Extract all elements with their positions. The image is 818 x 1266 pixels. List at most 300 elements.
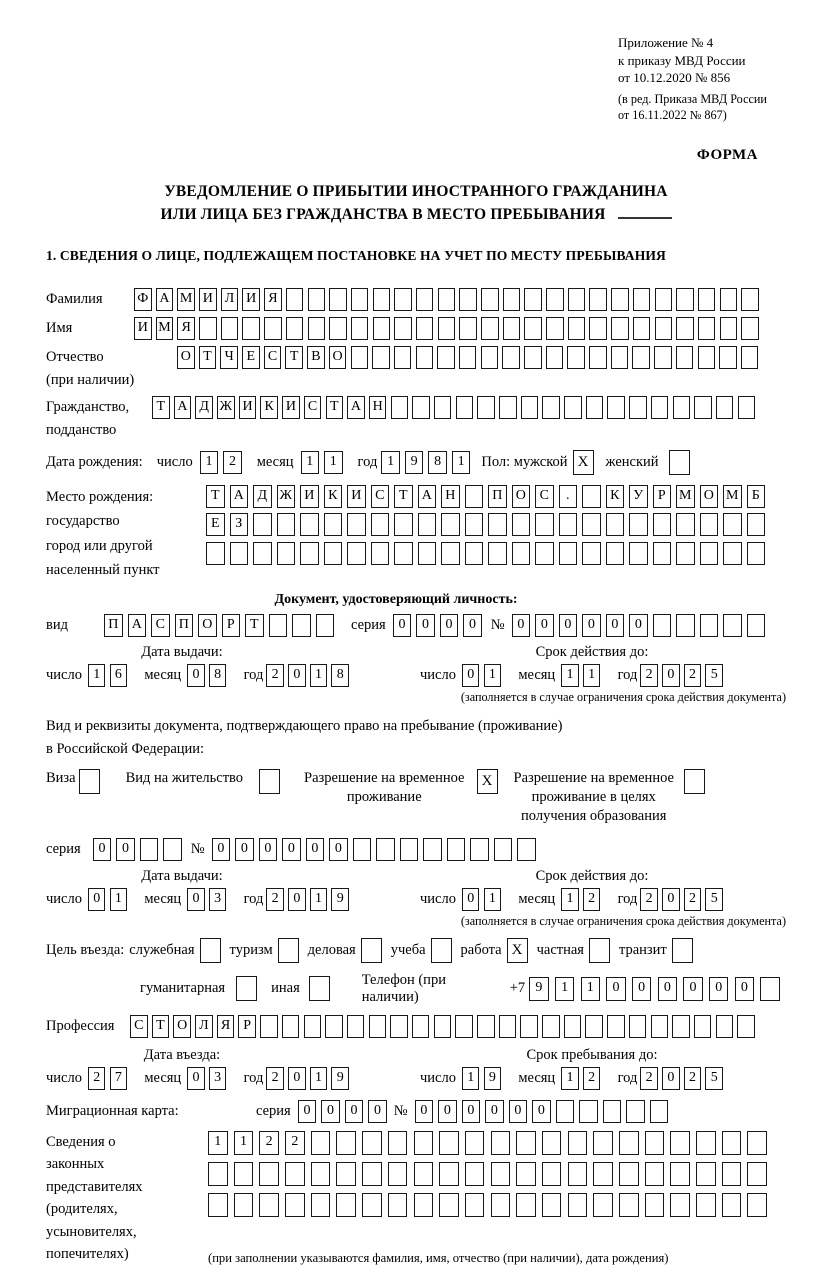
char-box[interactable] [394,542,413,565]
char-box[interactable]: А [418,485,437,508]
char-box[interactable] [700,513,719,536]
char-box[interactable] [438,288,456,311]
char-box[interactable] [747,614,766,637]
char-box[interactable] [582,485,601,508]
char-box[interactable] [589,346,607,369]
char-box[interactable] [394,346,412,369]
char-box[interactable] [723,513,742,536]
char-box[interactable] [696,1162,716,1186]
char-box[interactable]: 0 [535,614,554,637]
char-box[interactable] [373,317,391,340]
char-box[interactable]: 5 [705,1067,723,1090]
char-box[interactable] [722,1162,742,1186]
char-box[interactable] [606,542,625,565]
char-box[interactable] [465,513,484,536]
char-box[interactable] [564,396,582,419]
char-box[interactable] [259,1162,279,1186]
char-box[interactable] [372,346,390,369]
char-box[interactable]: З [230,513,249,536]
char-box[interactable] [459,317,477,340]
char-box[interactable] [390,1015,408,1038]
char-box[interactable] [481,346,499,369]
char-box[interactable]: 1 [301,451,320,474]
char-box[interactable]: 0 [259,838,278,861]
char-box[interactable] [499,396,517,419]
char-box[interactable] [414,1162,434,1186]
char-box[interactable] [589,317,607,340]
char-box[interactable] [400,838,419,861]
char-box[interactable]: Я [177,317,195,340]
char-box[interactable] [626,1100,645,1123]
char-box[interactable] [651,396,669,419]
char-box[interactable] [416,346,434,369]
char-box[interactable]: 0 [116,838,135,861]
char-box[interactable] [737,1015,755,1038]
char-box[interactable] [416,317,434,340]
char-box[interactable] [316,614,335,637]
char-box[interactable] [619,1162,639,1186]
char-box[interactable] [260,1015,278,1038]
char-box[interactable] [716,1015,734,1038]
char-box[interactable] [242,317,260,340]
char-box[interactable]: Ж [277,485,296,508]
char-box[interactable] [585,1015,603,1038]
char-box[interactable] [388,1162,408,1186]
char-box[interactable]: Ж [217,396,235,419]
char-box[interactable] [747,1162,767,1186]
char-box[interactable]: 0 [662,664,680,687]
char-box[interactable] [655,317,673,340]
char-box[interactable] [465,1193,485,1217]
char-box[interactable] [747,1131,767,1155]
char-box[interactable] [516,1131,536,1155]
char-box[interactable] [593,1193,613,1217]
char-box[interactable] [300,542,319,565]
char-box[interactable] [720,317,738,340]
char-box[interactable] [676,513,695,536]
purpose-study-checkbox[interactable] [431,938,452,963]
char-box[interactable] [655,288,673,311]
char-box[interactable]: И [300,485,319,508]
char-box[interactable] [499,1015,517,1038]
char-box[interactable]: О [700,485,719,508]
char-box[interactable] [373,288,391,311]
char-box[interactable]: 1 [484,664,502,687]
char-box[interactable] [694,1015,712,1038]
char-box[interactable]: 1 [324,451,343,474]
residence-permit-checkbox[interactable] [259,769,280,794]
char-box[interactable]: И [282,396,300,419]
char-box[interactable] [723,614,742,637]
char-box[interactable]: М [177,288,195,311]
char-box[interactable] [738,396,756,419]
char-box[interactable] [304,1015,322,1038]
char-box[interactable] [369,1015,387,1038]
char-box[interactable]: 1 [561,664,579,687]
char-box[interactable]: 1 [583,664,601,687]
char-box[interactable] [336,1193,356,1217]
char-box[interactable]: А [156,288,174,311]
char-box[interactable] [441,513,460,536]
char-box[interactable]: Б [747,485,766,508]
char-box[interactable]: 1 [581,977,601,1001]
char-box[interactable] [722,1131,742,1155]
char-box[interactable]: 2 [684,664,702,687]
char-box[interactable] [264,317,282,340]
char-box[interactable] [542,1162,562,1186]
char-box[interactable]: 0 [735,977,755,1001]
char-box[interactable] [503,317,521,340]
char-box[interactable] [325,1015,343,1038]
char-box[interactable] [470,838,489,861]
char-box[interactable]: 9 [331,888,349,911]
char-box[interactable] [535,542,554,565]
char-box[interactable] [720,288,738,311]
char-box[interactable]: Р [222,614,241,637]
char-box[interactable] [362,1193,382,1217]
char-box[interactable]: 0 [187,888,205,911]
char-box[interactable]: 0 [416,614,435,637]
char-box[interactable] [347,513,366,536]
char-box[interactable] [673,396,691,419]
char-box[interactable] [629,396,647,419]
char-box[interactable]: С [264,346,282,369]
char-box[interactable]: 0 [187,1067,205,1090]
char-box[interactable]: 0 [658,977,678,1001]
char-box[interactable]: С [151,614,170,637]
char-box[interactable] [412,1015,430,1038]
char-box[interactable] [311,1131,331,1155]
char-box[interactable] [259,1193,279,1217]
char-box[interactable] [719,346,737,369]
char-box[interactable] [629,542,648,565]
char-box[interactable]: 2 [640,664,658,687]
char-box[interactable]: К [260,396,278,419]
char-box[interactable] [521,396,539,419]
char-box[interactable]: Т [152,1015,170,1038]
char-box[interactable]: 5 [705,664,723,687]
char-box[interactable] [579,1100,598,1123]
char-box[interactable] [455,1015,473,1038]
char-box[interactable]: 0 [288,1067,306,1090]
temp-residence-edu-checkbox[interactable] [684,769,705,794]
char-box[interactable]: И [242,288,260,311]
char-box[interactable] [698,288,716,311]
char-box[interactable] [747,513,766,536]
char-box[interactable]: П [104,614,123,637]
char-box[interactable] [606,513,625,536]
char-box[interactable] [568,1131,588,1155]
char-box[interactable] [568,1193,588,1217]
char-box[interactable] [234,1193,254,1217]
char-box[interactable] [653,542,672,565]
char-box[interactable] [535,513,554,536]
char-box[interactable] [329,317,347,340]
purpose-other-checkbox[interactable] [309,976,330,1001]
char-box[interactable]: 2 [583,1067,601,1090]
char-box[interactable] [760,977,780,1001]
purpose-tourism-checkbox[interactable] [278,938,299,963]
char-box[interactable]: 0 [629,614,648,637]
char-box[interactable]: 2 [266,888,284,911]
char-box[interactable]: 2 [640,1067,658,1090]
char-box[interactable]: 1 [381,451,400,474]
char-box[interactable]: 0 [662,1067,680,1090]
purpose-humanitarian-checkbox[interactable] [236,976,257,1001]
purpose-official-checkbox[interactable] [200,938,221,963]
char-box[interactable] [292,614,311,637]
char-box[interactable]: 0 [235,838,254,861]
char-box[interactable]: У [629,485,648,508]
char-box[interactable]: Ч [220,346,238,369]
char-box[interactable] [645,1193,665,1217]
char-box[interactable] [391,396,409,419]
char-box[interactable] [741,317,759,340]
char-box[interactable] [412,396,430,419]
char-box[interactable]: 0 [463,614,482,637]
char-box[interactable] [676,614,695,637]
char-box[interactable] [611,288,629,311]
char-box[interactable] [650,1100,669,1123]
char-box[interactable] [269,614,288,637]
char-box[interactable]: М [723,485,742,508]
char-box[interactable] [488,513,507,536]
char-box[interactable] [494,838,513,861]
char-box[interactable] [481,288,499,311]
char-box[interactable] [221,317,239,340]
char-box[interactable]: 0 [485,1100,504,1123]
char-box[interactable]: Т [152,396,170,419]
char-box[interactable]: 1 [234,1131,254,1155]
char-box[interactable]: К [606,485,625,508]
female-checkbox[interactable] [669,450,690,475]
char-box[interactable] [311,1162,331,1186]
char-box[interactable] [696,1193,716,1217]
char-box[interactable] [394,513,413,536]
char-box[interactable]: 1 [310,888,328,911]
char-box[interactable] [285,1162,305,1186]
char-box[interactable]: . [559,485,578,508]
char-box[interactable]: И [239,396,257,419]
char-box[interactable] [163,838,182,861]
char-box[interactable]: 3 [209,888,227,911]
char-box[interactable]: М [156,317,174,340]
char-box[interactable] [696,1131,716,1155]
purpose-work-checkbox[interactable]: X [507,938,528,963]
char-box[interactable] [546,317,564,340]
char-box[interactable]: 5 [705,888,723,911]
char-box[interactable]: 0 [288,664,306,687]
char-box[interactable]: Н [441,485,460,508]
char-box[interactable] [589,288,607,311]
char-box[interactable] [439,1162,459,1186]
char-box[interactable] [418,542,437,565]
char-box[interactable]: 1 [110,888,128,911]
char-box[interactable]: 1 [452,451,471,474]
char-box[interactable]: 0 [187,664,205,687]
char-box[interactable]: О [198,614,217,637]
char-box[interactable]: О [329,346,347,369]
char-box[interactable]: 0 [298,1100,317,1123]
char-box[interactable]: 0 [440,614,459,637]
char-box[interactable] [329,288,347,311]
char-box[interactable]: А [174,396,192,419]
char-box[interactable]: 3 [209,1067,227,1090]
char-box[interactable] [459,346,477,369]
char-box[interactable]: О [177,346,195,369]
char-box[interactable]: Т [326,396,344,419]
char-box[interactable]: Т [199,346,217,369]
char-box[interactable]: Т [206,485,225,508]
char-box[interactable] [517,838,536,861]
char-box[interactable] [437,346,455,369]
char-box[interactable]: С [371,485,390,508]
char-box[interactable] [371,513,390,536]
char-box[interactable] [438,317,456,340]
char-box[interactable]: 0 [683,977,703,1001]
char-box[interactable] [502,346,520,369]
char-box[interactable] [441,542,460,565]
char-box[interactable]: 1 [310,664,328,687]
char-box[interactable] [434,396,452,419]
purpose-business-checkbox[interactable] [361,938,382,963]
char-box[interactable] [670,1131,690,1155]
char-box[interactable] [603,1100,622,1123]
char-box[interactable]: 0 [462,1100,481,1123]
char-box[interactable] [414,1193,434,1217]
char-box[interactable] [676,317,694,340]
char-box[interactable] [676,346,694,369]
char-box[interactable]: 0 [288,888,306,911]
char-box[interactable]: 9 [405,451,424,474]
char-box[interactable] [347,1015,365,1038]
char-box[interactable]: И [199,288,217,311]
char-box[interactable] [351,317,369,340]
char-box[interactable]: 2 [223,451,242,474]
char-box[interactable] [546,288,564,311]
char-box[interactable]: С [130,1015,148,1038]
char-box[interactable] [593,1131,613,1155]
char-box[interactable]: 9 [529,977,549,1001]
title-blank-line[interactable] [618,204,672,219]
char-box[interactable]: 0 [306,838,325,861]
char-box[interactable] [676,542,695,565]
char-box[interactable]: 0 [345,1100,364,1123]
char-box[interactable] [459,288,477,311]
char-box[interactable]: 1 [555,977,575,1001]
char-box[interactable]: Ф [134,288,152,311]
char-box[interactable]: 2 [266,664,284,687]
char-box[interactable] [434,1015,452,1038]
char-box[interactable] [586,396,604,419]
char-box[interactable] [465,485,484,508]
char-box[interactable] [654,346,672,369]
char-box[interactable] [524,317,542,340]
char-box[interactable]: 0 [462,888,480,911]
char-box[interactable] [456,396,474,419]
char-box[interactable] [282,1015,300,1038]
char-box[interactable] [542,396,560,419]
char-box[interactable]: Р [238,1015,256,1038]
char-box[interactable] [629,1015,647,1038]
char-box[interactable] [741,346,759,369]
char-box[interactable]: Я [217,1015,235,1038]
char-box[interactable] [747,1193,767,1217]
char-box[interactable] [559,542,578,565]
char-box[interactable] [324,513,343,536]
char-box[interactable] [607,1015,625,1038]
char-box[interactable] [347,542,366,565]
char-box[interactable] [670,1162,690,1186]
char-box[interactable] [582,542,601,565]
char-box[interactable]: 6 [110,664,128,687]
char-box[interactable] [439,1131,459,1155]
char-box[interactable]: 0 [632,977,652,1001]
char-box[interactable]: 1 [561,1067,579,1090]
char-box[interactable]: 0 [368,1100,387,1123]
char-box[interactable]: 0 [393,614,412,637]
char-box[interactable]: 1 [484,888,502,911]
char-box[interactable] [629,513,648,536]
char-box[interactable] [206,542,225,565]
char-box[interactable] [694,396,712,419]
char-box[interactable] [716,396,734,419]
char-box[interactable] [672,1015,690,1038]
char-box[interactable] [351,288,369,311]
purpose-private-checkbox[interactable] [589,938,610,963]
char-box[interactable]: Л [221,288,239,311]
char-box[interactable]: Я [264,288,282,311]
char-box[interactable]: 0 [329,838,348,861]
char-box[interactable] [698,346,716,369]
char-box[interactable] [491,1162,511,1186]
char-box[interactable]: В [307,346,325,369]
char-box[interactable] [447,838,466,861]
char-box[interactable] [394,317,412,340]
char-box[interactable] [582,513,601,536]
char-box[interactable]: 1 [88,664,106,687]
char-box[interactable] [520,1015,538,1038]
char-box[interactable] [559,513,578,536]
char-box[interactable] [376,838,395,861]
char-box[interactable]: 0 [282,838,301,861]
char-box[interactable]: 0 [462,664,480,687]
char-box[interactable] [723,542,742,565]
char-box[interactable] [300,513,319,536]
char-box[interactable]: 2 [684,1067,702,1090]
char-box[interactable] [700,542,719,565]
char-box[interactable] [388,1131,408,1155]
char-box[interactable] [311,1193,331,1217]
char-box[interactable]: 8 [209,664,227,687]
char-box[interactable] [633,317,651,340]
char-box[interactable] [593,1162,613,1186]
char-box[interactable] [208,1162,228,1186]
char-box[interactable] [512,513,531,536]
char-box[interactable] [676,288,694,311]
char-box[interactable] [439,1193,459,1217]
char-box[interactable] [285,1193,305,1217]
char-box[interactable] [394,288,412,311]
char-box[interactable]: С [304,396,322,419]
char-box[interactable] [564,1015,582,1038]
char-box[interactable]: 9 [484,1067,502,1090]
char-box[interactable] [253,513,272,536]
char-box[interactable] [619,1193,639,1217]
char-box[interactable] [353,838,372,861]
char-box[interactable]: 2 [285,1131,305,1155]
char-box[interactable]: 0 [415,1100,434,1123]
